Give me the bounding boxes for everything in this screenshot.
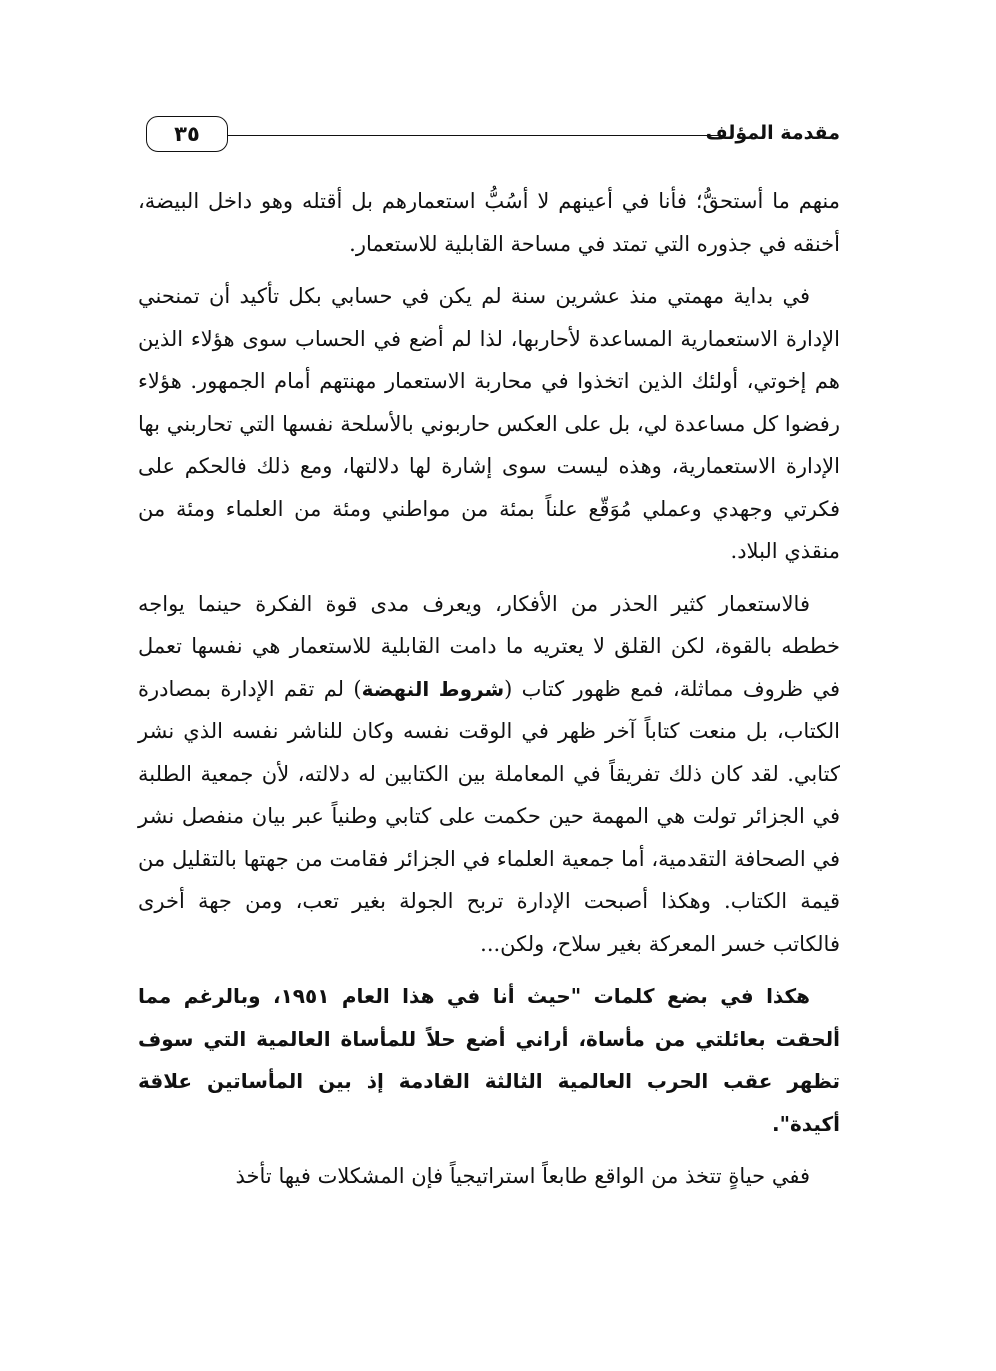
book-title: شروط النهضة (361, 676, 505, 701)
paragraph-4-quote: هكذا في بضع كلمات "حيث أنا في هذا العام ١٩٥١، وبالرغم مما ألحقت بعائلتي من مأساة، أراني أضع حلاً للمأساة العالمية التي سوف تظهر عقب الحرب العالمية الثالثة القادمة إذ بين المأساتين علاقة أكيدة". (138, 984, 840, 1136)
paragraph-3-part-1: فالاستعمار كثير الحذر من الأفكار، ويعرف مدى قوة الفكرة حينما يواجه خططه بالقوة، لكن القلق لا يعتريه ما دامت القابلية للاستعمار هي نفسها تعمل في ظروف مماثلة، فمع ظهور كتاب ( (138, 591, 840, 701)
header-rule (228, 135, 726, 136)
paragraph-3 (138, 583, 840, 966)
paragraph-5: ففي حياةٍ تتخذ من الواقع طابعاً استراتيجياً فإن المشكلات فيها تأخذ (235, 1164, 810, 1188)
paragraph-1: منهم ما أستحقُّ؛ فأنا في أعينهم لا أسُبُّ استعمارهم بل أقتله وهو داخل البيضة، أخنقه في جذوره التي تمتد في مساحة القابلية للاستعمار. (138, 189, 840, 256)
paragraph-2: في بداية مهمتي منذ عشرين سنة لم يكن في حسابي بكل تأكيد أن تمنحني الإدارة الاستعمارية المساعدة لأحاربها، لذا لم أضع في الحساب سوى هؤلاء الذين هم إخوتي، أولئك الذين اتخذوا في محاربة الاستعمار مهنتهم أمام الجمهور. هؤلاء رفضوا كل مساعدة لي، بل على العكس حاربوني بالأسلحة نفسها التي تحاربني بها الإدارة الاستعمارية، وهذه ليست سوى إشارة لها دلالتها، ومع ذلك فالحكم على فكرتي وجهدي وعملي مُوَقّع علناً بمئة من مواطني ومئة من العلماء ومئة من منقذي البلاد. (138, 284, 840, 563)
body-text (138, 180, 840, 1208)
paragraph-3-part-2: ) لم تقم الإدارة بمصادرة الكتاب، بل منعت كتاباً آخر ظهر في الوقت نفسه وكان للناشر نفسه الذي نشر كتابي. لقد كان ذلك تفريقاً في المعاملة بين الكتابين له دلالته، لأن جمعية الطلبة في الجزائر تولت هي المهمة حين حكمت على كتابي وطنياً عبر بيان منفصل نشر في الصحافة التقدمية، أما جمعية العلماء في الجزائر فقامت من جهتها بالتقليل من قيمة الكتاب. وهكذا أصبحت الإدارة تربح الجولة بغير تعب، ومن جهة أخرى فالكاتب خسر المعركة بغير سلاح، ولكن... (138, 676, 840, 956)
page-number: ٣٥ (146, 116, 228, 152)
running-header (140, 112, 840, 156)
chapter-title: مقدمة المؤلف (705, 122, 840, 144)
